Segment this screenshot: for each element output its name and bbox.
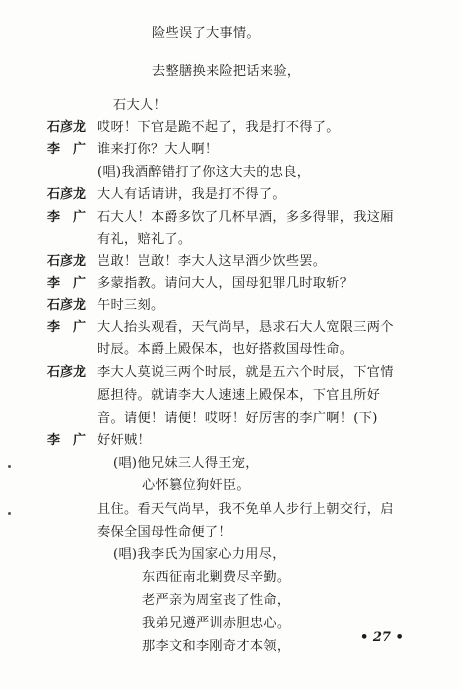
text-line: 奏保全国母性命便了！ (97, 525, 232, 540)
speaker-label: 石彦龙 (47, 298, 87, 313)
text-line: 东西征南北剿费尽辛勤。 (142, 570, 291, 585)
text-line: 时辰。本爵上殿保本，也好搭救国母性命。 (97, 342, 354, 357)
text-line: 石大人！ (113, 98, 167, 113)
text-line: 大人有话请讲，我是打不得了。 (97, 187, 286, 202)
text-line: 且住。看天气尚早，我不免单人步行上朝交行，启 (97, 502, 394, 517)
text-line: (唱)他兄妹三人得王宠， (113, 456, 259, 471)
text-line: 哎呀！下官是跪不起了，我是打不得了。 (97, 120, 340, 135)
text-line: 老严亲为周室丧了性命， (142, 593, 291, 608)
page-number: • 27 • (360, 630, 404, 645)
text-line: 大人抬头观看，天气尚早，恳求石大人宽限三两个 (97, 320, 394, 335)
text-line: 险些误了大事情。 (152, 26, 260, 41)
speaker-label: 石彦龙 (47, 365, 87, 380)
speaker-label: 李 广 (47, 142, 87, 157)
speaker-label: 李 广 (47, 210, 87, 225)
speaker-label: 李 广 (47, 433, 87, 448)
speaker-label: 李 广 (47, 276, 87, 291)
speaker-label: 石彦龙 (47, 120, 87, 135)
text-line: 去整膳换来险把话来验， (152, 64, 301, 79)
text-line: 我弟兄遵严训赤胆忠心。 (142, 616, 291, 631)
speaker-label: 李 广 (47, 320, 87, 335)
text-line: (唱)我酒醉错打了你这大夫的忠良， (97, 165, 311, 180)
text-line: 午时三刻。 (97, 298, 165, 313)
text-line: 有礼，赔礼了。 (97, 232, 192, 247)
text-line: 心怀篡位狗奸臣。 (142, 478, 250, 493)
text-line: 好奸贼！ (97, 433, 151, 448)
text-line: 音。请便！请便！哎呀！好厉害的李广啊！(下) (97, 411, 378, 426)
text-line: 那李文和李刚奇才本领， (142, 639, 291, 654)
text-line: 李大人莫说三两个时辰，就是五六个时辰，下官情 (97, 365, 394, 380)
text-line: 石大人！本爵多饮了几杯早酒，多多得罪，我这厢 (97, 210, 394, 225)
scan-speck (8, 465, 11, 468)
text-line: 多蒙指教。请问大人，国母犯罪几时取斩？ (97, 276, 354, 291)
text-line: 岂敢！岂敢！李大人这早酒少饮些罢。 (97, 254, 327, 269)
speaker-label: 石彦龙 (47, 187, 87, 202)
scan-speck (8, 512, 11, 515)
text-line: 愿担待。就请李大人速速上殿保本，下官且所好 (97, 388, 381, 403)
text-line: (唱)我李氏为国家心力用尽， (113, 547, 286, 562)
text-line: 谁来打你？大人啊！ (97, 142, 219, 157)
speaker-label: 石彦龙 (47, 254, 87, 269)
